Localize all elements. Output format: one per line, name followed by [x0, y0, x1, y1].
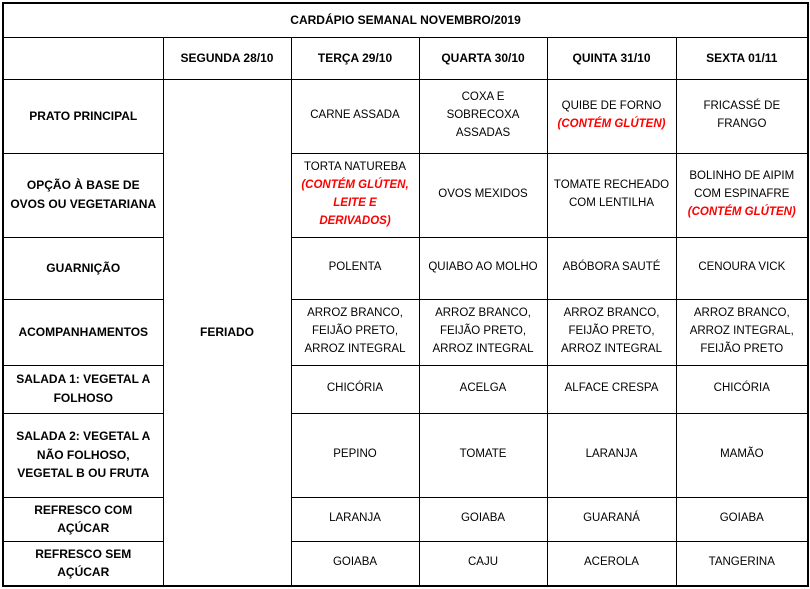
menu-cell — [547, 79, 676, 153]
menu-cell — [419, 365, 547, 413]
row-label-refresco-sem-acucar: REFRESCO SEM AÇÚCAR — [3, 541, 163, 586]
menu-cell — [547, 237, 676, 299]
menu-item-text: TOMATE — [459, 448, 507, 461]
row-label-salada-1: SALADA 1: VEGETAL A FOLHOSO — [3, 365, 163, 413]
menu-item-text: GOIABA — [332, 556, 378, 569]
col-header-monday: SEGUNDA 28/10 — [163, 37, 291, 79]
menu-cell — [676, 153, 808, 237]
menu-item-text: POLENTA — [328, 261, 382, 274]
menu-cell — [676, 299, 808, 365]
menu-item-text: ACELGA — [459, 382, 507, 395]
menu-item-text: TANGERINA — [708, 556, 775, 569]
menu-item-text: GOIABA — [460, 512, 506, 525]
menu-item-text: BOLINHO DE AIPIM COM ESPINAFRE — [689, 170, 795, 201]
menu-cell — [547, 497, 676, 541]
menu-cell — [419, 237, 547, 299]
weekly-menu-table — [2, 2, 809, 587]
menu-item-text: LARANJA — [329, 512, 381, 525]
menu-cell — [547, 153, 676, 237]
menu-item-text: TOMATE RECHEADO COM LENTILHA — [553, 179, 670, 209]
menu-cell — [291, 299, 419, 365]
menu-cell — [547, 413, 676, 497]
menu-item-text: OVOS MEXIDOS — [438, 188, 528, 201]
col-header-friday: SEXTA 01/11 — [676, 37, 808, 79]
menu-cell — [419, 497, 547, 541]
corner-cell — [3, 37, 163, 79]
menu-cell — [547, 365, 676, 413]
menu-cell — [291, 541, 419, 586]
menu-cell — [419, 541, 547, 586]
menu-cell — [419, 153, 547, 237]
menu-item-text: ABÓBORA SAUTÉ — [562, 261, 661, 274]
page-title: CARDÁPIO SEMANAL NOVEMBRO/2019 — [3, 3, 808, 37]
menu-cell — [547, 541, 676, 586]
menu-item-text: FRICASSÉ DE FRANGO — [703, 100, 781, 130]
menu-item-text: ARROZ BRANCO, FEIJÃO PRETO, ARROZ INTEGRAL — [304, 307, 406, 355]
menu-cell — [676, 541, 808, 586]
menu-item-text: ARROZ BRANCO, FEIJÃO PRETO, ARROZ INTEGRAL — [561, 307, 662, 355]
menu-item-text: ALFACE CRESPA — [564, 382, 659, 395]
menu-item-text: PEPINO — [333, 448, 377, 461]
menu-cell — [547, 299, 676, 365]
row-label-opcao-vegetariana: OPÇÃO À BASE DE OVOS OU VEGETARIANA — [3, 153, 163, 237]
menu-item-text: GOIABA — [719, 512, 764, 525]
menu-cell — [676, 413, 808, 497]
menu-item-text: CAJU — [467, 556, 499, 569]
menu-cell — [676, 365, 808, 413]
row-label-guarnicao: GUARNIÇÃO — [3, 237, 163, 299]
menu-cell — [676, 79, 808, 153]
row-label-refresco-com-acucar: REFRESCO COM AÇÚCAR — [3, 497, 163, 541]
menu-item-text: MAMÃO — [720, 448, 764, 461]
menu-cell — [291, 153, 419, 237]
col-header-tuesday: TERÇA 29/10 — [291, 37, 419, 79]
menu-cell — [291, 413, 419, 497]
row-label-acompanhamentos: ACOMPANHAMENTOS — [3, 299, 163, 365]
menu-item-text: ARROZ BRANCO, FEIJÃO PRETO, ARROZ INTEGRAL — [432, 307, 534, 355]
menu-cell — [291, 79, 419, 153]
menu-item-text: CHICÓRIA — [713, 382, 770, 395]
menu-item-text: QUIBE DE FORNO — [561, 100, 662, 113]
menu-cell — [419, 413, 547, 497]
col-header-wednesday: QUARTA 30/10 — [419, 37, 547, 79]
menu-item-text: TORTA NATUREBA — [303, 161, 407, 174]
menu-cell — [676, 237, 808, 299]
menu-item-text: ACEROLA — [584, 556, 639, 569]
allergen-warning: (CONTÉM GLÚTEN) — [557, 118, 666, 130]
menu-cell — [291, 237, 419, 299]
menu-cell — [419, 299, 547, 365]
menu-cell — [291, 497, 419, 541]
menu-cell — [676, 497, 808, 541]
allergen-warning: (CONTÉM GLÚTEN) — [687, 205, 796, 218]
menu-item-text: GUARANÁ — [583, 512, 640, 525]
allergen-warning: (CONTÉM GLÚTEN, LEITE E DERIVADOS) — [301, 179, 409, 227]
menu-item-text: COXA E SOBRECOXA ASSADAS — [446, 91, 520, 139]
menu-cell — [291, 365, 419, 413]
menu-item-text: CARNE ASSADA — [310, 109, 400, 122]
col-header-thursday: QUINTA 31/10 — [547, 37, 676, 79]
row-label-prato-principal: PRATO PRINCIPAL — [3, 79, 163, 153]
menu-item-text: CENOURA VICK — [698, 261, 786, 274]
menu-item-text: ARROZ BRANCO, ARROZ INTEGRAL, FEIJÃO PRETO — [689, 307, 794, 355]
menu-item-text: QUIABO AO MOLHO — [428, 261, 538, 274]
row-label-salada-2: SALADA 2: VEGETAL A NÃO FOLHOSO, VEGETAL B OU FRUTA — [3, 413, 163, 497]
menu-item-text: CHICÓRIA — [326, 382, 384, 395]
menu-cell — [419, 79, 547, 153]
menu-item-text: LARANJA — [585, 448, 638, 461]
holiday-cell: FERIADO — [163, 79, 291, 586]
